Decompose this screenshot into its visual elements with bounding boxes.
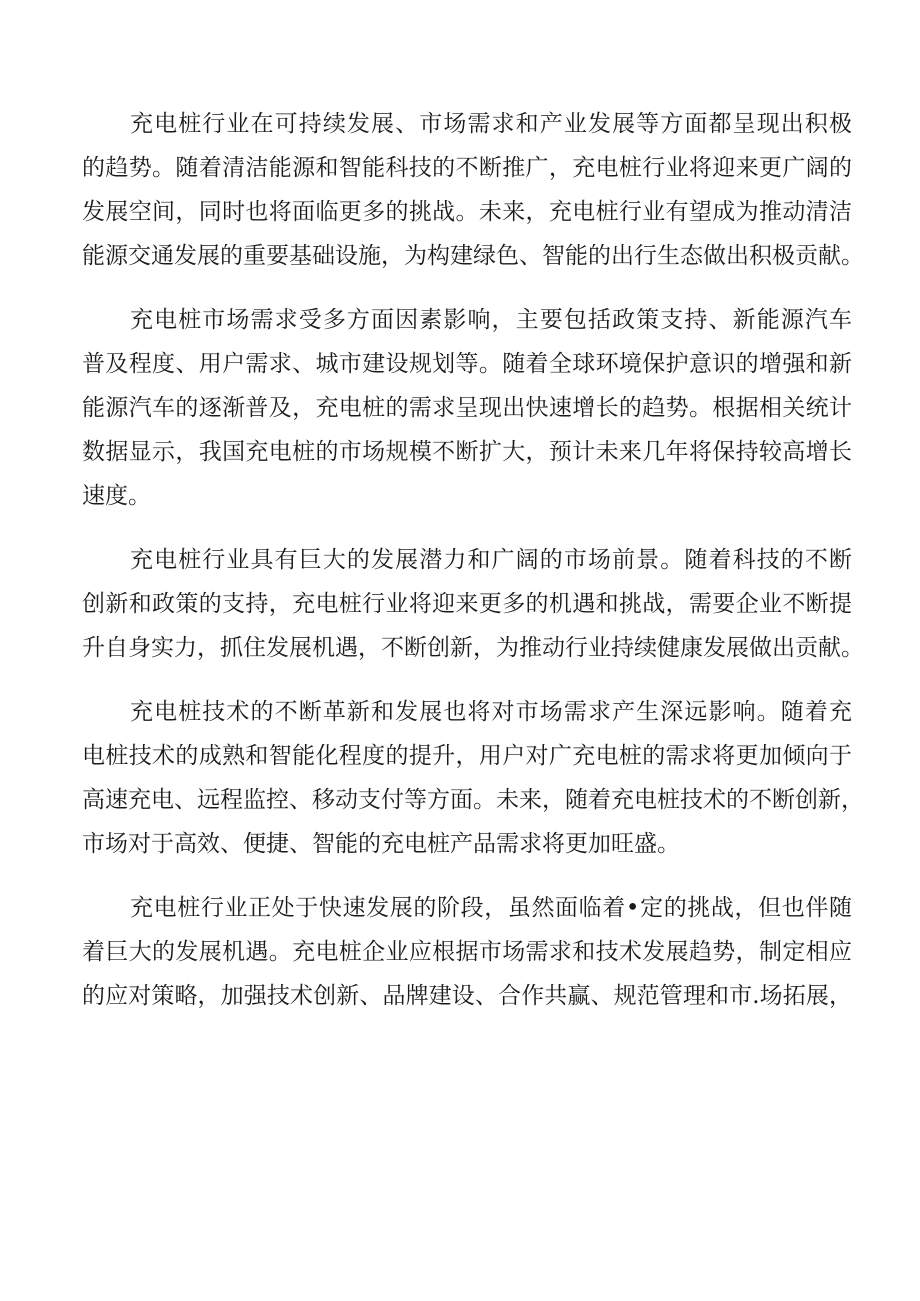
paragraph-line: 充电桩行业具有巨大的发展潜力和广阔的市场前景。随着科技的不断	[130, 547, 852, 573]
paragraph-line: 能源交通发展的重要基础设施，为构建绿色、智能的出行生态做出积极贡献。	[82, 243, 864, 269]
paragraph-3	[82, 538, 864, 670]
paragraph-line: 充电桩技术的不断革新和发展也将对市场需求产生深远影响。随着充	[130, 699, 852, 725]
paragraph-line: 数据显示，我国充电桩的市场规模不断扩大，预计未来几年将保持较高增长	[82, 439, 852, 465]
paragraph-line: 充电桩行业在可持续发展、市场需求和产业发展等方面都呈现出积极	[130, 111, 852, 137]
paragraph-line: 市场对于高效、便捷、智能的充电桩产品需求将更加旺盛。	[82, 831, 680, 857]
paragraph-5	[82, 886, 852, 1018]
paragraph-line: 创新和政策的支持，充电桩行业将迎来更多的机遇和挑战，需要企业不断提	[82, 591, 852, 617]
document-body	[82, 102, 864, 1038]
paragraph-line: 能源汽车的逐渐普及，充电桩的需求呈现出快速增长的趋势。根据相关统计	[82, 395, 852, 421]
paragraph-line: 高速充电、远程监控、移动支付等方面。未来，随着充电桩技术的不断创新，	[82, 787, 864, 813]
paragraph-2	[82, 298, 852, 518]
paragraph-line: 发展空间，同时也将面临更多的挑战。未来，充电桩行业有望成为推动清洁	[82, 199, 852, 225]
paragraph-line: 的趋势。随着清洁能源和智能科技的不断推广，充电桩行业将迎来更广阔的	[82, 155, 852, 181]
paragraph-line: 充电桩行业正处于快速发展的阶段，虽然面临着•定的挑战，但也伴随	[130, 895, 852, 921]
paragraph-line: 电桩技术的成熟和智能化程度的提升，用户对广充电桩的需求将更加倾向于	[82, 743, 852, 769]
paragraph-line: 的应对策略，加强技术创新、品牌建设、合作共赢、规范管理和市.场拓展，	[82, 983, 852, 1009]
paragraph-line: 速度。	[82, 483, 151, 509]
paragraph-4	[82, 690, 864, 866]
paragraph-1	[82, 102, 864, 278]
paragraph-line: 升自身实力，抓住发展机遇，不断创新，为推动行业持续健康发展做出贡献。	[82, 635, 864, 661]
paragraph-line: 普及程度、用户需求、城市建设规划等。随着全球环境保护意识的增强和新	[82, 351, 852, 377]
paragraph-line: 着巨大的发展机遇。充电桩企业应根据市场需求和技术发展趋势，制定相应	[82, 939, 852, 965]
paragraph-line: 充电桩市场需求受多方面因素影响，主要包括政策支持、新能源汽车	[130, 307, 852, 333]
